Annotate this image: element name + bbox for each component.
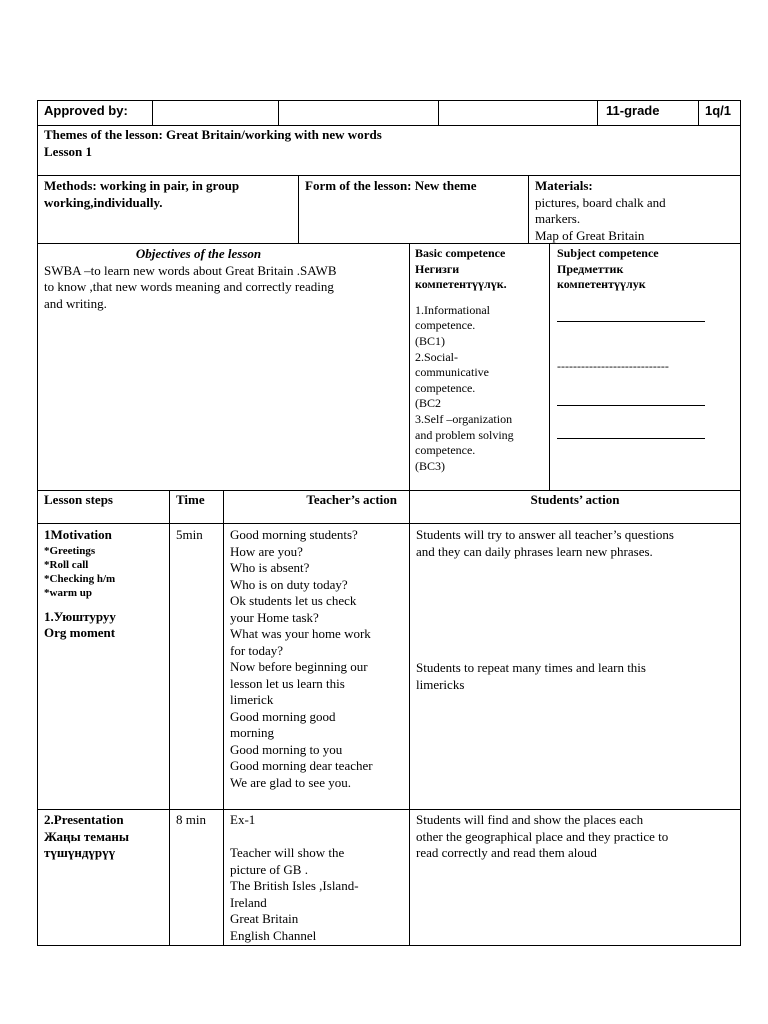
teacher-line: Ireland bbox=[230, 894, 267, 910]
step-title: 1Motivation bbox=[44, 527, 112, 542]
time-motivation-cell bbox=[169, 523, 224, 810]
step-sub-item: *Roll call bbox=[44, 558, 89, 571]
header-students: Students’ action bbox=[530, 492, 620, 507]
students-line: Students will find and show the places each bbox=[416, 812, 644, 827]
theme-title: Themes of the lesson: Great Britain/working with new words bbox=[44, 127, 382, 142]
grade-cell bbox=[597, 100, 699, 126]
competence-item: 3.Self –organization bbox=[415, 411, 513, 426]
teacher-line: What was your home work bbox=[230, 626, 371, 641]
theme-cell bbox=[37, 125, 741, 176]
header-time: Time bbox=[176, 492, 205, 507]
methods-text-line-2: working,individually. bbox=[44, 194, 163, 210]
spacer bbox=[415, 293, 543, 303]
objectives-line: to know ,that new words meaning and correctly reading bbox=[44, 279, 334, 294]
objectives-cell bbox=[37, 243, 410, 491]
objectives-line: SWBA –to learn new words about Great Britain .SAWB bbox=[44, 262, 337, 278]
blank-line-1 bbox=[557, 321, 705, 322]
teacher-line: Good morning to you bbox=[230, 741, 343, 757]
methods-text-line-1: Methods: working in pair, in group bbox=[44, 178, 240, 193]
step-title: 2.Presentation bbox=[44, 812, 124, 827]
materials-line: pictures, board chalk and bbox=[535, 194, 666, 210]
teacher-line: morning bbox=[230, 725, 275, 740]
approved-label-cell bbox=[37, 100, 153, 126]
teacher-line: How are you? bbox=[230, 543, 303, 559]
students-motivation-cell bbox=[409, 523, 741, 810]
teacher-line: Who is on duty today? bbox=[230, 576, 348, 592]
form-cell bbox=[298, 175, 529, 244]
teacher-line: Great Britain bbox=[230, 911, 299, 926]
step-time: 5min bbox=[176, 527, 203, 542]
basic-competence-title: Basic competence bbox=[415, 246, 506, 260]
header-teacher-cell bbox=[223, 490, 410, 524]
basic-competence-title-kg: компетентүүлүк. bbox=[415, 277, 507, 292]
teacher-presentation-cell bbox=[223, 809, 410, 946]
code-cell bbox=[698, 100, 741, 126]
step-time: 8 min bbox=[176, 812, 206, 827]
competence-item: 1.Informational bbox=[415, 302, 490, 317]
students-line: and they can daily phrases learn new phrases. bbox=[416, 543, 653, 559]
competence-item: (BC3) bbox=[415, 458, 445, 473]
competence-item: communicative bbox=[415, 365, 489, 380]
step-sub-item: *warm up bbox=[44, 587, 92, 600]
competence-item: (BC2 bbox=[415, 396, 442, 411]
signature-cell-2 bbox=[278, 100, 439, 126]
spacer bbox=[44, 601, 163, 609]
teacher-line: your Home task? bbox=[230, 609, 319, 625]
header-steps-cell bbox=[37, 490, 170, 524]
competence-item: 2.Social- bbox=[415, 349, 458, 364]
materials-line: Map of Great Britain bbox=[535, 227, 645, 243]
teacher-line: English Channel bbox=[230, 927, 317, 943]
subject-competence-cell bbox=[549, 243, 741, 491]
step-kg-title: Org moment bbox=[44, 625, 116, 641]
step-sub-item: *Checking h/m bbox=[44, 573, 116, 586]
subject-competence-title-kg: Предметтик bbox=[557, 261, 624, 276]
teacher-line: Good morning dear teacher bbox=[230, 758, 373, 773]
step-presentation-cell bbox=[37, 809, 170, 946]
teacher-line: lesson let us learn this bbox=[230, 675, 345, 691]
signature-cell-1 bbox=[152, 100, 279, 126]
step-sub-item: *Greetings bbox=[44, 544, 96, 557]
teacher-line: Good morning good bbox=[230, 708, 336, 724]
header-steps: Lesson steps bbox=[44, 492, 113, 507]
teacher-line: Teacher will show the bbox=[230, 845, 345, 860]
objectives-heading: Objectives of the lesson bbox=[135, 246, 262, 261]
header-time-cell bbox=[169, 490, 224, 524]
teacher-line: Who is absent? bbox=[230, 560, 310, 575]
lesson-number: Lesson 1 bbox=[44, 143, 93, 159]
materials-cell bbox=[528, 175, 741, 244]
teacher-line: We are glad to see you. bbox=[230, 774, 351, 790]
competence-item: and problem solving bbox=[415, 427, 514, 442]
signature-cell-3 bbox=[438, 100, 598, 126]
blank-line-4 bbox=[557, 438, 705, 439]
blank-line-dashed: ---------------------------- bbox=[557, 359, 669, 373]
step-kg-title: 1.Уюштуруу bbox=[44, 608, 116, 624]
students-line: limericks bbox=[416, 676, 465, 692]
competence-item: competence. bbox=[415, 443, 476, 458]
competence-item: competence. bbox=[415, 380, 476, 395]
teacher-line: for today? bbox=[230, 642, 284, 658]
grade-label: 11-grade bbox=[606, 103, 660, 118]
competence-item: competence. bbox=[415, 318, 476, 333]
teacher-line: Ex-1 bbox=[230, 812, 256, 827]
materials-line: markers. bbox=[535, 211, 581, 226]
teacher-line: Ok students let us check bbox=[230, 593, 357, 608]
students-line: read correctly and read them aloud bbox=[416, 845, 597, 860]
subject-competence-title: Subject competence bbox=[557, 246, 659, 260]
basic-competence-title-kg: Негизги bbox=[415, 261, 460, 276]
teacher-line: limerick bbox=[230, 692, 274, 707]
step-motivation-cell bbox=[37, 523, 170, 810]
teacher-line: Good morning students? bbox=[230, 527, 358, 542]
header-teacher: Teacher’s action bbox=[306, 492, 397, 507]
teacher-motivation-cell bbox=[223, 523, 410, 810]
subject-competence-title-kg: компетентүүлук bbox=[557, 277, 646, 292]
header-students-cell bbox=[409, 490, 741, 524]
teacher-line: Now before beginning our bbox=[230, 659, 368, 674]
students-line: other the geographical place and they practice to bbox=[416, 828, 669, 844]
teacher-line bbox=[230, 829, 403, 846]
lesson-code: 1q/1 bbox=[705, 103, 732, 118]
time-presentation-cell bbox=[169, 809, 224, 946]
form-text: Form of the lesson: New theme bbox=[305, 178, 477, 193]
basic-competence-cell bbox=[409, 243, 550, 491]
students-line: Students to repeat many times and learn this bbox=[416, 660, 646, 675]
competence-item: (BC1) bbox=[415, 333, 445, 348]
step-title-kg: Жаңы теманы bbox=[44, 828, 129, 844]
teacher-line: The British Isles ,Island- bbox=[230, 878, 359, 893]
students-line: Students will try to answer all teacher’s questions bbox=[416, 527, 674, 542]
approved-label: Approved by: bbox=[44, 103, 128, 118]
step-title-kg: түшүндүрүү bbox=[44, 845, 116, 860]
teacher-line: picture of GB . bbox=[230, 861, 308, 877]
objectives-line: and writing. bbox=[44, 295, 107, 311]
blank-line-3 bbox=[557, 405, 705, 406]
students-presentation-cell bbox=[409, 809, 741, 946]
methods-cell bbox=[37, 175, 299, 244]
materials-label: Materials: bbox=[535, 178, 593, 193]
